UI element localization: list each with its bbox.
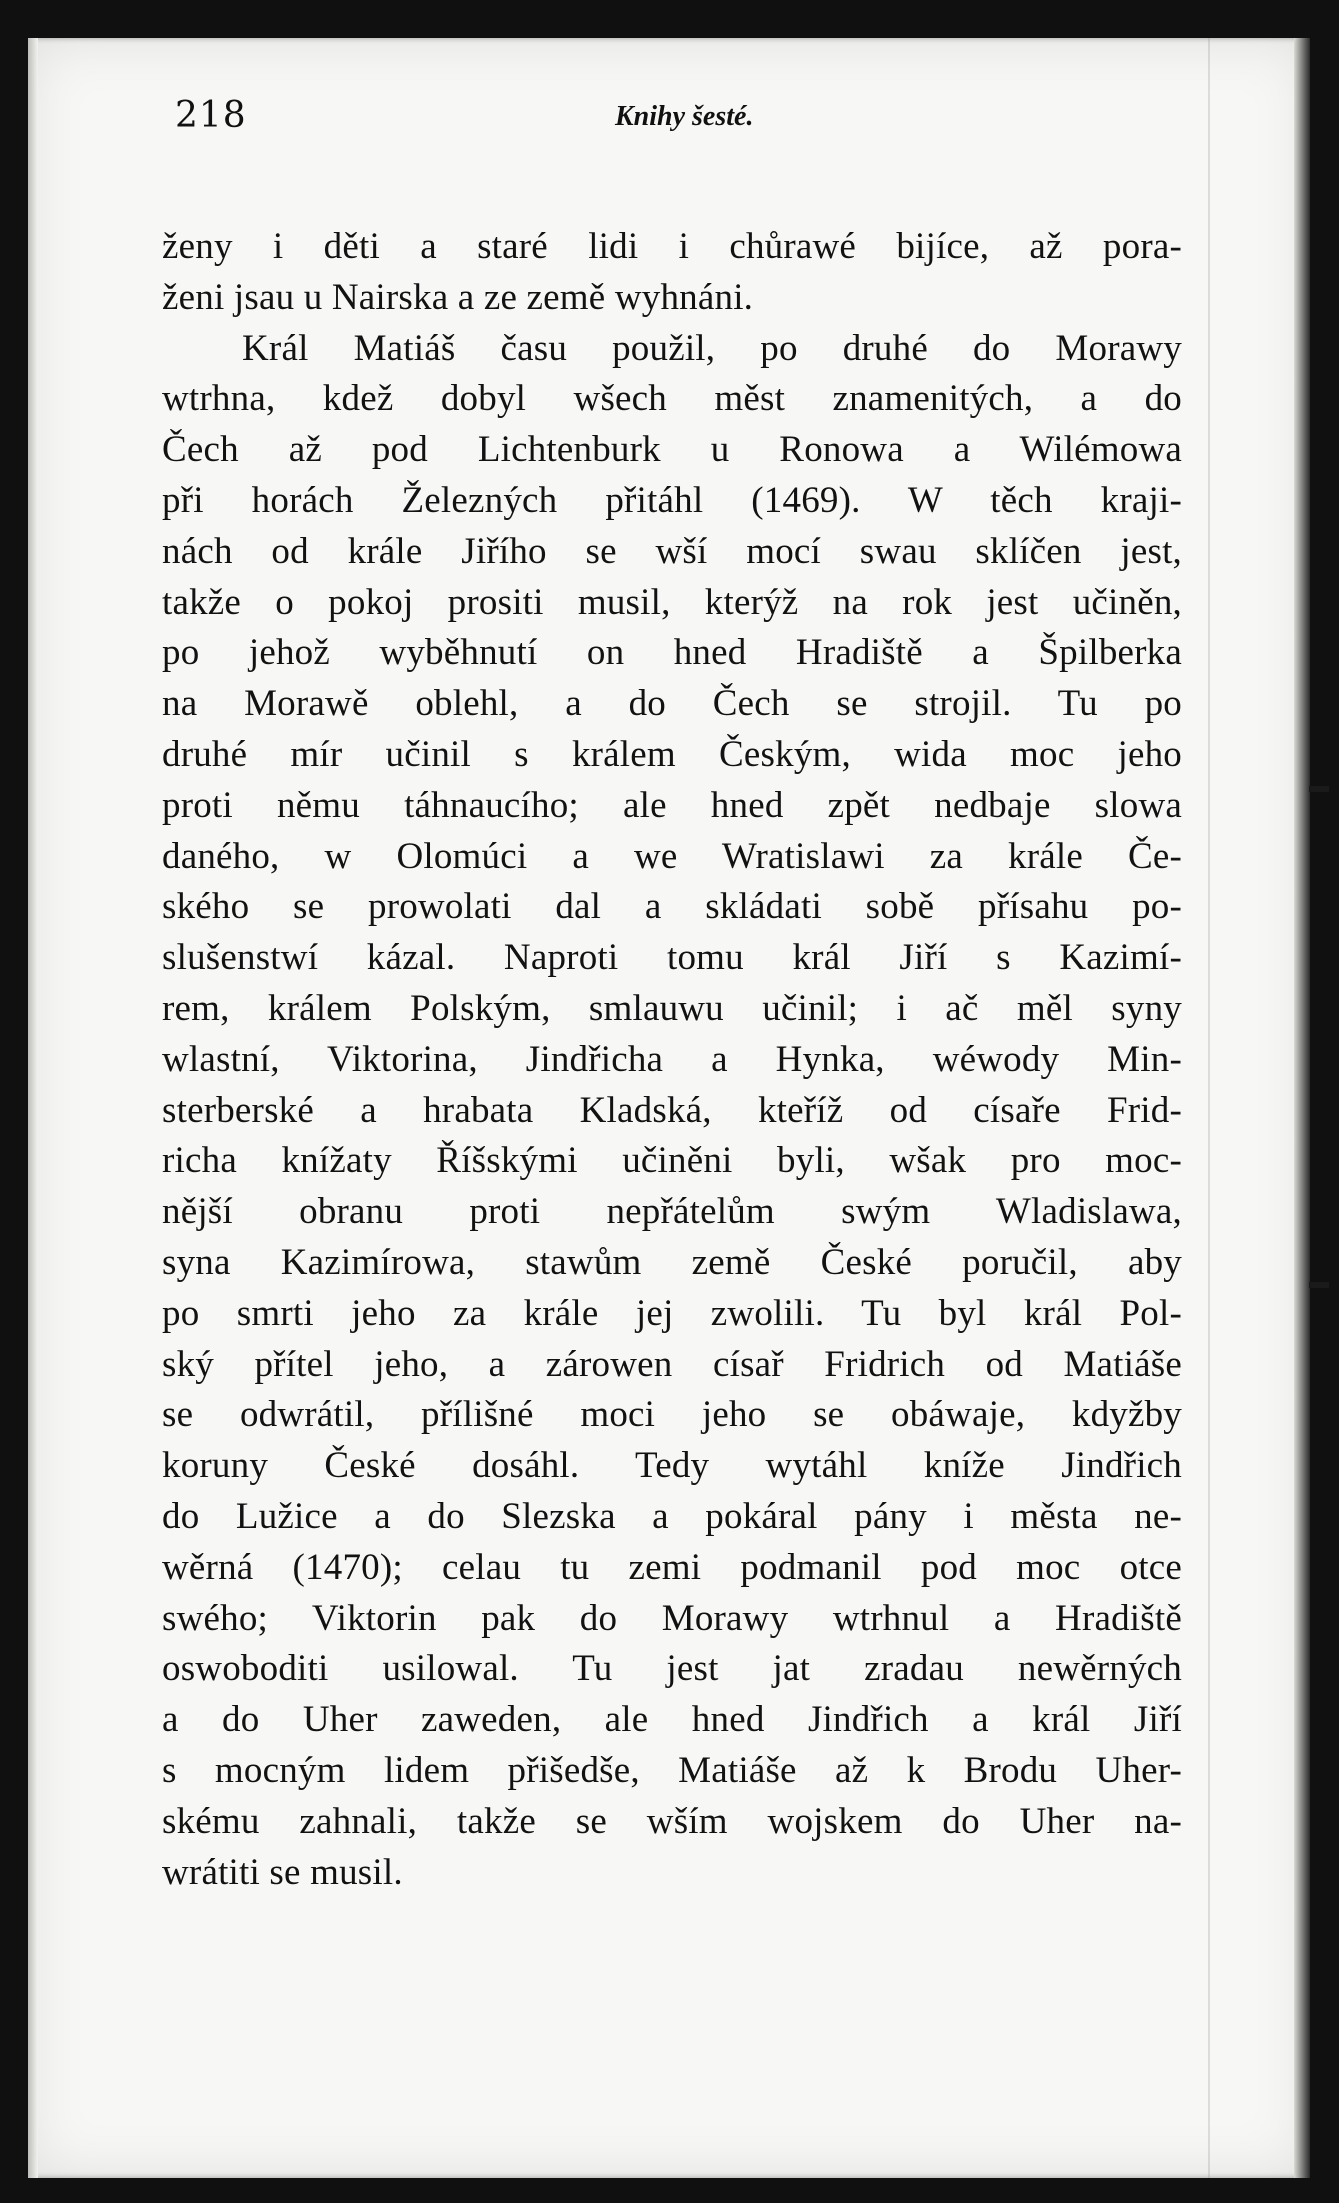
text-line: na Morawě oblehl, a do Čech se strojil. Tu po (162, 683, 1182, 725)
page-gutter-shadow (28, 38, 38, 2178)
text-line: nách od krále Jiřího se wší mocí swau sklíčen jest, (162, 530, 1182, 572)
text-line: daného, w Olomúci a we Wratislawi za krále Če- (162, 835, 1182, 877)
page-number: 218 (175, 95, 247, 136)
text-line: ženy i děti a staré lidi i chůrawé bijíce, až pora- (162, 226, 1182, 267)
text-line: Král Matiáš času použil, po druhé do Morawy (242, 327, 1182, 369)
text-line: se odwrátil, přílišné moci jeho se obáwaje, kdyžby (162, 1394, 1182, 1436)
text-line: slušenstwí kázal. Naproti tomu král Jiří s Kazimí- (162, 937, 1182, 979)
text-line: ženi jsau u Nairska a ze země wyhnáni. (162, 276, 754, 318)
text-line: do Lužice a do Slezska a pokáral pány i města ne- (162, 1495, 1182, 1537)
text-line: richa knížaty Říšskými učiněni byli, wšak pro moc- (162, 1140, 1182, 1182)
text-line: koruny České dosáhl. Tedy wytáhl kníže Jindřich (162, 1445, 1182, 1487)
page-edge (1294, 38, 1310, 2178)
text-line: takže o pokoj prositi musil, kterýž na rok jest učiněn, (162, 581, 1182, 623)
text-line: a do Uher zaweden, ale hned Jindřich a král Jiří (162, 1699, 1182, 1741)
text-line: při horách Železných přitáhl (1469). W těch kraji- (162, 479, 1182, 521)
text-line: Čech až pod Lichtenburk u Ronowa a Wilémowa (162, 429, 1182, 471)
text-line: po smrti jeho za krále jej zwolili. Tu byl král Pol- (162, 1292, 1182, 1334)
text-line: sterberské a hrabata Kladská, kteříž od císaře Frid- (162, 1089, 1182, 1131)
scan-speck (1208, 38, 1210, 2178)
text-line: syna Kazimírowa, stawům země České poručil, aby (162, 1241, 1182, 1283)
text-line: proti němu táhnaucího; ale hned zpět nedbaje slowa (162, 784, 1182, 826)
text-line: rem, králem Polským, smlauwu učinil; i ač měl syny (162, 987, 1182, 1029)
text-line: oswoboditi usilowal. Tu jest jat zradau newěrných (162, 1648, 1182, 1690)
text-line: po jehož wyběhnutí on hned Hradiště a Špilberka (162, 632, 1182, 674)
text-line: s mocným lidem přišedše, Matiáše až k Brodu Uher- (162, 1749, 1182, 1791)
body-text (162, 222, 1182, 1898)
text-line: skému zahnali, takže se wším wojskem do Uher na- (162, 1800, 1182, 1842)
text-line: wtrhna, kdež dobyl wšech měst znamenitých, a do (162, 378, 1182, 420)
text-line: nější obranu proti nepřátelům swým Wladislawa, (162, 1191, 1182, 1233)
page-header (175, 95, 1175, 165)
text-line: wěrná (1470); celau tu zemi podmanil pod moc otce (162, 1546, 1182, 1588)
running-head: Knihy šesté. (615, 101, 754, 132)
page-edge-tick (1309, 1282, 1329, 1288)
text-line: druhé mír učinil s králem Českým, wida moc jeho (162, 733, 1182, 775)
text-line: wlastní, Viktorina, Jindřicha a Hynka, wéwody Min- (162, 1038, 1182, 1080)
text-line: ský přítel jeho, a zárowen císař Fridrich od Matiáše (162, 1343, 1182, 1385)
text-line: swého; Viktorin pak do Morawy wtrhnul a Hradiště (162, 1597, 1182, 1639)
text-line: ského se prowolati dal a skládati sobě přísahu po- (162, 886, 1182, 928)
page-edge-tick (1309, 786, 1329, 792)
text-line: wrátiti se musil. (162, 1851, 403, 1893)
